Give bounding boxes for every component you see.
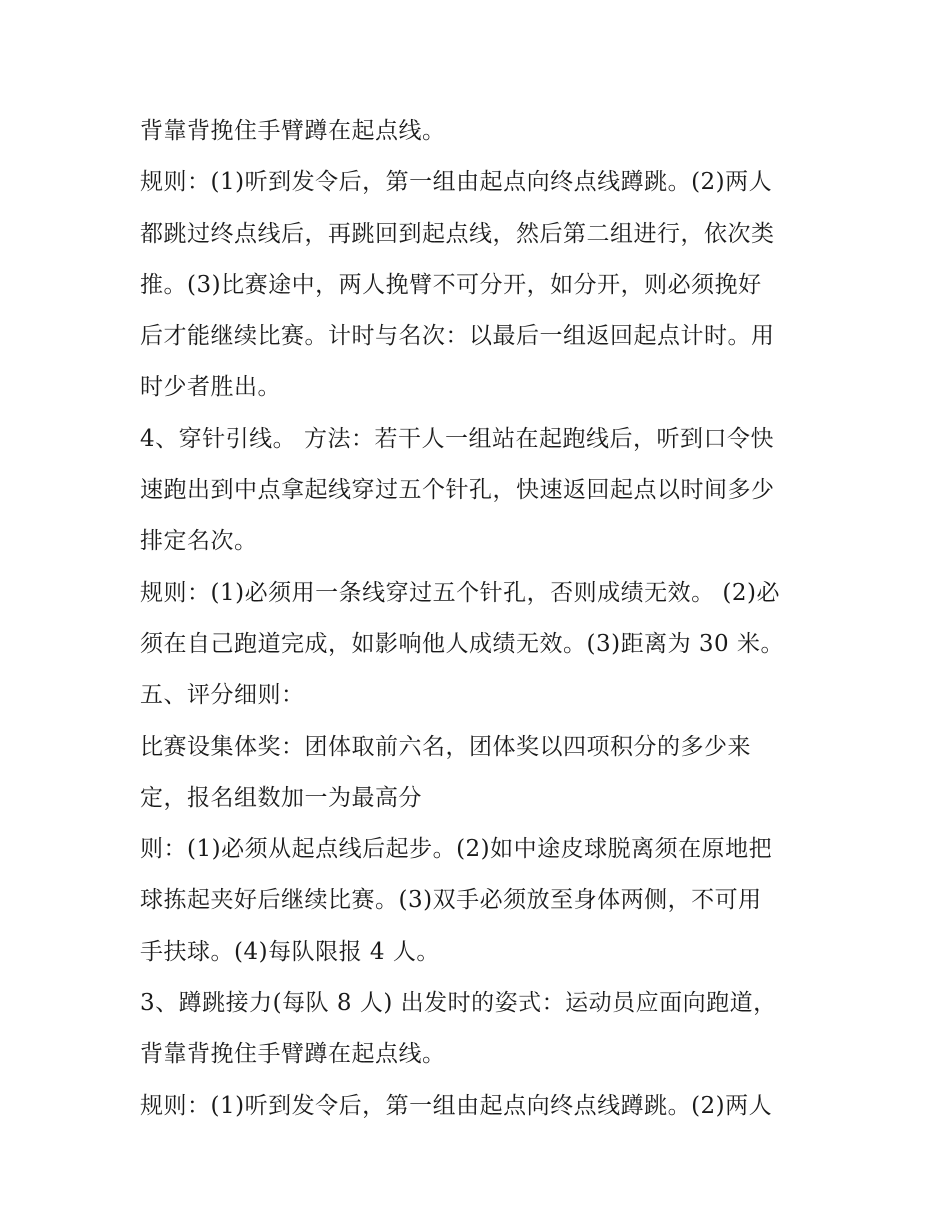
text-line: 规则：(1)必须用一条线穿过五个针孔，否则成绩无效。 (2)必 (140, 579, 780, 606)
text-line: 定，报名组数加一为最高分 (140, 784, 422, 811)
text-line: 时少者胜出。 (140, 374, 281, 401)
text-line: 球拣起夹好后继续比赛。(3)双手必须放至身体两侧，不可用 (140, 887, 762, 914)
text-line: 规则：(1)听到发令后，第一组由起点向终点线蹲跳。(2)两人 (140, 169, 773, 196)
text-line: 都跳过终点线后，再跳回到起点线，然后第二组进行，依次类 (140, 220, 775, 247)
text-line: 推。(3)比赛途中，两人挽臂不可分开，如分开，则必须挽好 (140, 271, 762, 298)
text-line: 3、蹲跳接力(每队 8 人) 出发时的姿式：运动员应面向跑道， (140, 990, 777, 1017)
text-line: 后才能继续比赛。计时与名次：以最后一组返回起点计时。用 (140, 323, 775, 350)
text-line: 则：(1)必须从起点线后起步。(2)如中途皮球脱离须在原地把 (140, 836, 773, 863)
text-line: 4、穿针引线。 方法：若干人一组站在起跑线后，听到口令快 (140, 425, 774, 452)
document-body (140, 106, 820, 1132)
text-line: 背靠背挽住手臂蹲在起点线。 (140, 1041, 446, 1068)
text-line: 比赛设集体奖：团体取前六名，团体奖以四项积分的多少来 (140, 733, 751, 760)
text-line: 速跑出到中点拿起线穿过五个针孔，快速返回起点以时间多少 (140, 477, 775, 504)
text-line: 背靠背挽住手臂蹲在起点线。 (140, 118, 446, 144)
text-line: 手扶球。(4)每队限报 4 人。 (140, 938, 440, 965)
section-heading: 五、评分细则： (140, 682, 305, 709)
text-line: 排定名次。 (140, 528, 258, 555)
text-line: 须在自己跑道完成，如影响他人成绩无效。(3)距离为 30 米。 (140, 630, 784, 657)
text-line: 规则：(1)听到发令后，第一组由起点向终点线蹲跳。(2)两人 (140, 1092, 773, 1119)
